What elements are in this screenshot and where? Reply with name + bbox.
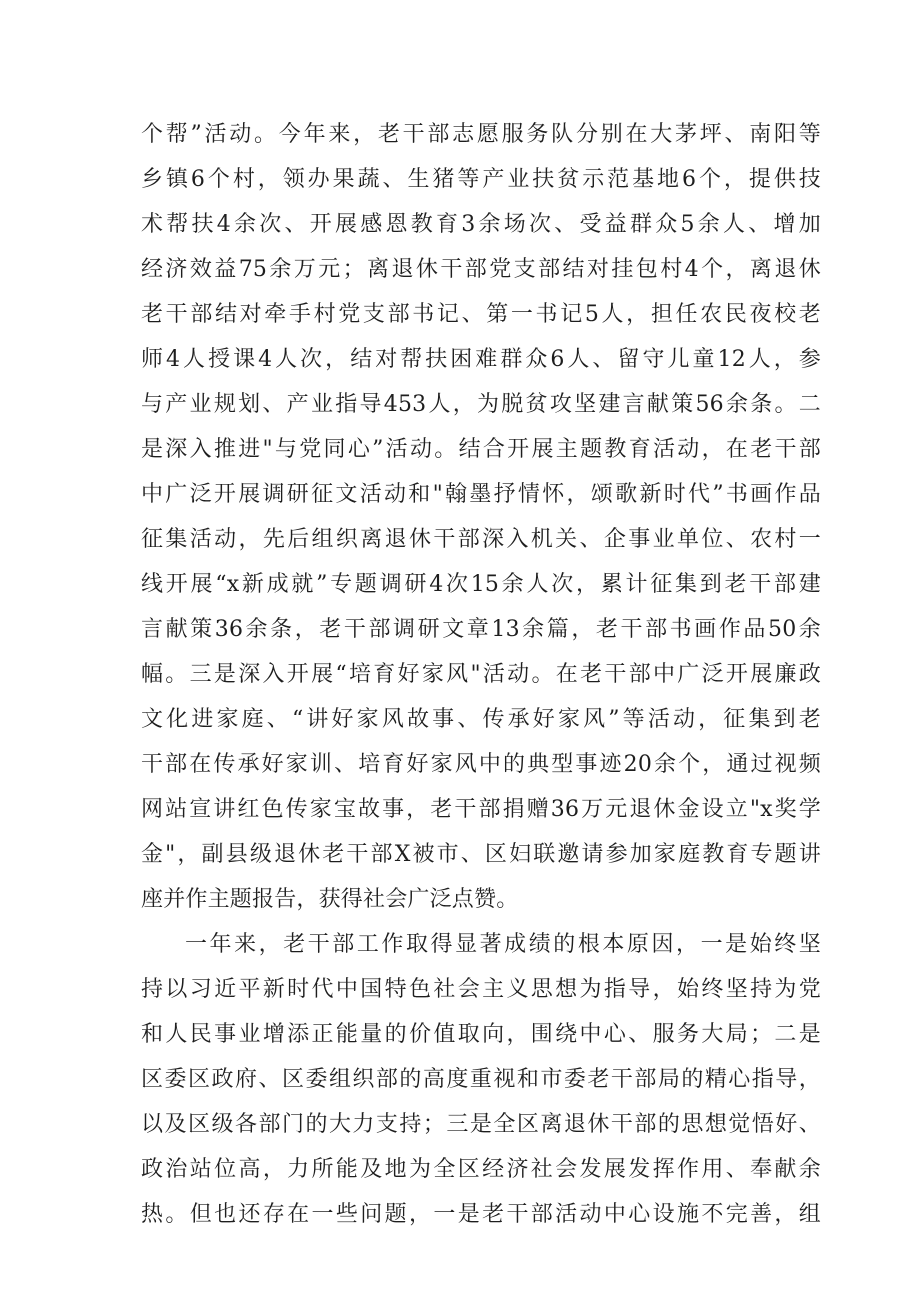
text-line: 文化进家庭、“讲好家风故事、传承好家风”等活动，征集到老 bbox=[141, 707, 821, 732]
text-line: 中广泛开展调研征文活动和"翰墨抒情怀，颂歌新时代”书画作品 bbox=[141, 482, 821, 507]
text-line: 术帮扶4余次、开展感恩教育3余场次、受益群众5余人、增加 bbox=[141, 212, 821, 237]
text-line: 师4人授课4人次，结对帮扶困难群众6人、留守儿童12人，参 bbox=[141, 347, 821, 372]
text-line: 经济效益75余万元；离退休干部党支部结对挂包村4个，离退休 bbox=[141, 257, 821, 282]
text-line: 与产业规划、产业指导453人，为脱贫攻坚建言献策56余条。二 bbox=[141, 392, 821, 417]
text-line: 线开展“x新成就”专题调研4次15余人次，累计征集到老干部建 bbox=[141, 572, 821, 597]
text-line: 一年来，老干部工作取得显著成绩的根本原因，一是始终坚 bbox=[185, 932, 821, 957]
text-line: 老干部结对牵手村党支部书记、第一书记5人，担任农民夜校老 bbox=[141, 302, 821, 327]
text-line: 言献策36余条，老干部调研文章13余篇，老干部书画作品50余 bbox=[141, 617, 821, 642]
text-line: 网站宣讲红色传家宝故事，老干部捐赠36万元退休金设立"x奖学 bbox=[141, 797, 821, 822]
text-line: 区委区政府、区委组织部的高度重视和市委老干部局的精心指导， bbox=[141, 1067, 821, 1092]
paragraph-achievements bbox=[141, 112, 821, 922]
text-line: 和人民事业增添正能量的价值取向，围绕中心、服务大局；二是 bbox=[141, 1022, 821, 1047]
text-line: 持以习近平新时代中国特色社会主义思想为指导，始终坚持为党 bbox=[141, 977, 821, 1002]
paragraph-reasons-and-problems bbox=[141, 922, 821, 1237]
text-line: 热。但也还存在一些问题，一是老干部活动中心设施不完善，组 bbox=[141, 1202, 821, 1227]
text-line: 以及区级各部门的大力支持；三是全区离退休干部的思想觉悟好、 bbox=[141, 1112, 821, 1137]
text-line: 是深入推进"与党同心”活动。结合开展主题教育活动，在老干部 bbox=[141, 437, 821, 462]
text-line: 幅。三是深入开展“培育好家风"活动。在老干部中广泛开展廉政 bbox=[141, 662, 821, 687]
text-line: 金"，副县级退休老干部X被市、区妇联邀请参加家庭教育专题讲 bbox=[141, 842, 821, 867]
text-line: 乡镇6个村，领办果蔬、生猪等产业扶贫示范基地6个，提供技 bbox=[141, 167, 821, 192]
text-line: 征集活动，先后组织离退休干部深入机关、企事业单位、农村一 bbox=[141, 527, 821, 552]
text-line: 个帮”活动。今年来，老干部志愿服务队分别在大茅坪、南阳等 bbox=[141, 122, 821, 147]
text-line: 干部在传承好家训、培育好家风中的典型事迹20余个，通过视频 bbox=[141, 752, 821, 777]
text-line: 座并作主题报告，获得社会广泛点赞。 bbox=[141, 887, 519, 912]
text-line: 政治站位高，力所能及地为全区经济社会发展发挥作用、奉献余 bbox=[141, 1157, 821, 1182]
